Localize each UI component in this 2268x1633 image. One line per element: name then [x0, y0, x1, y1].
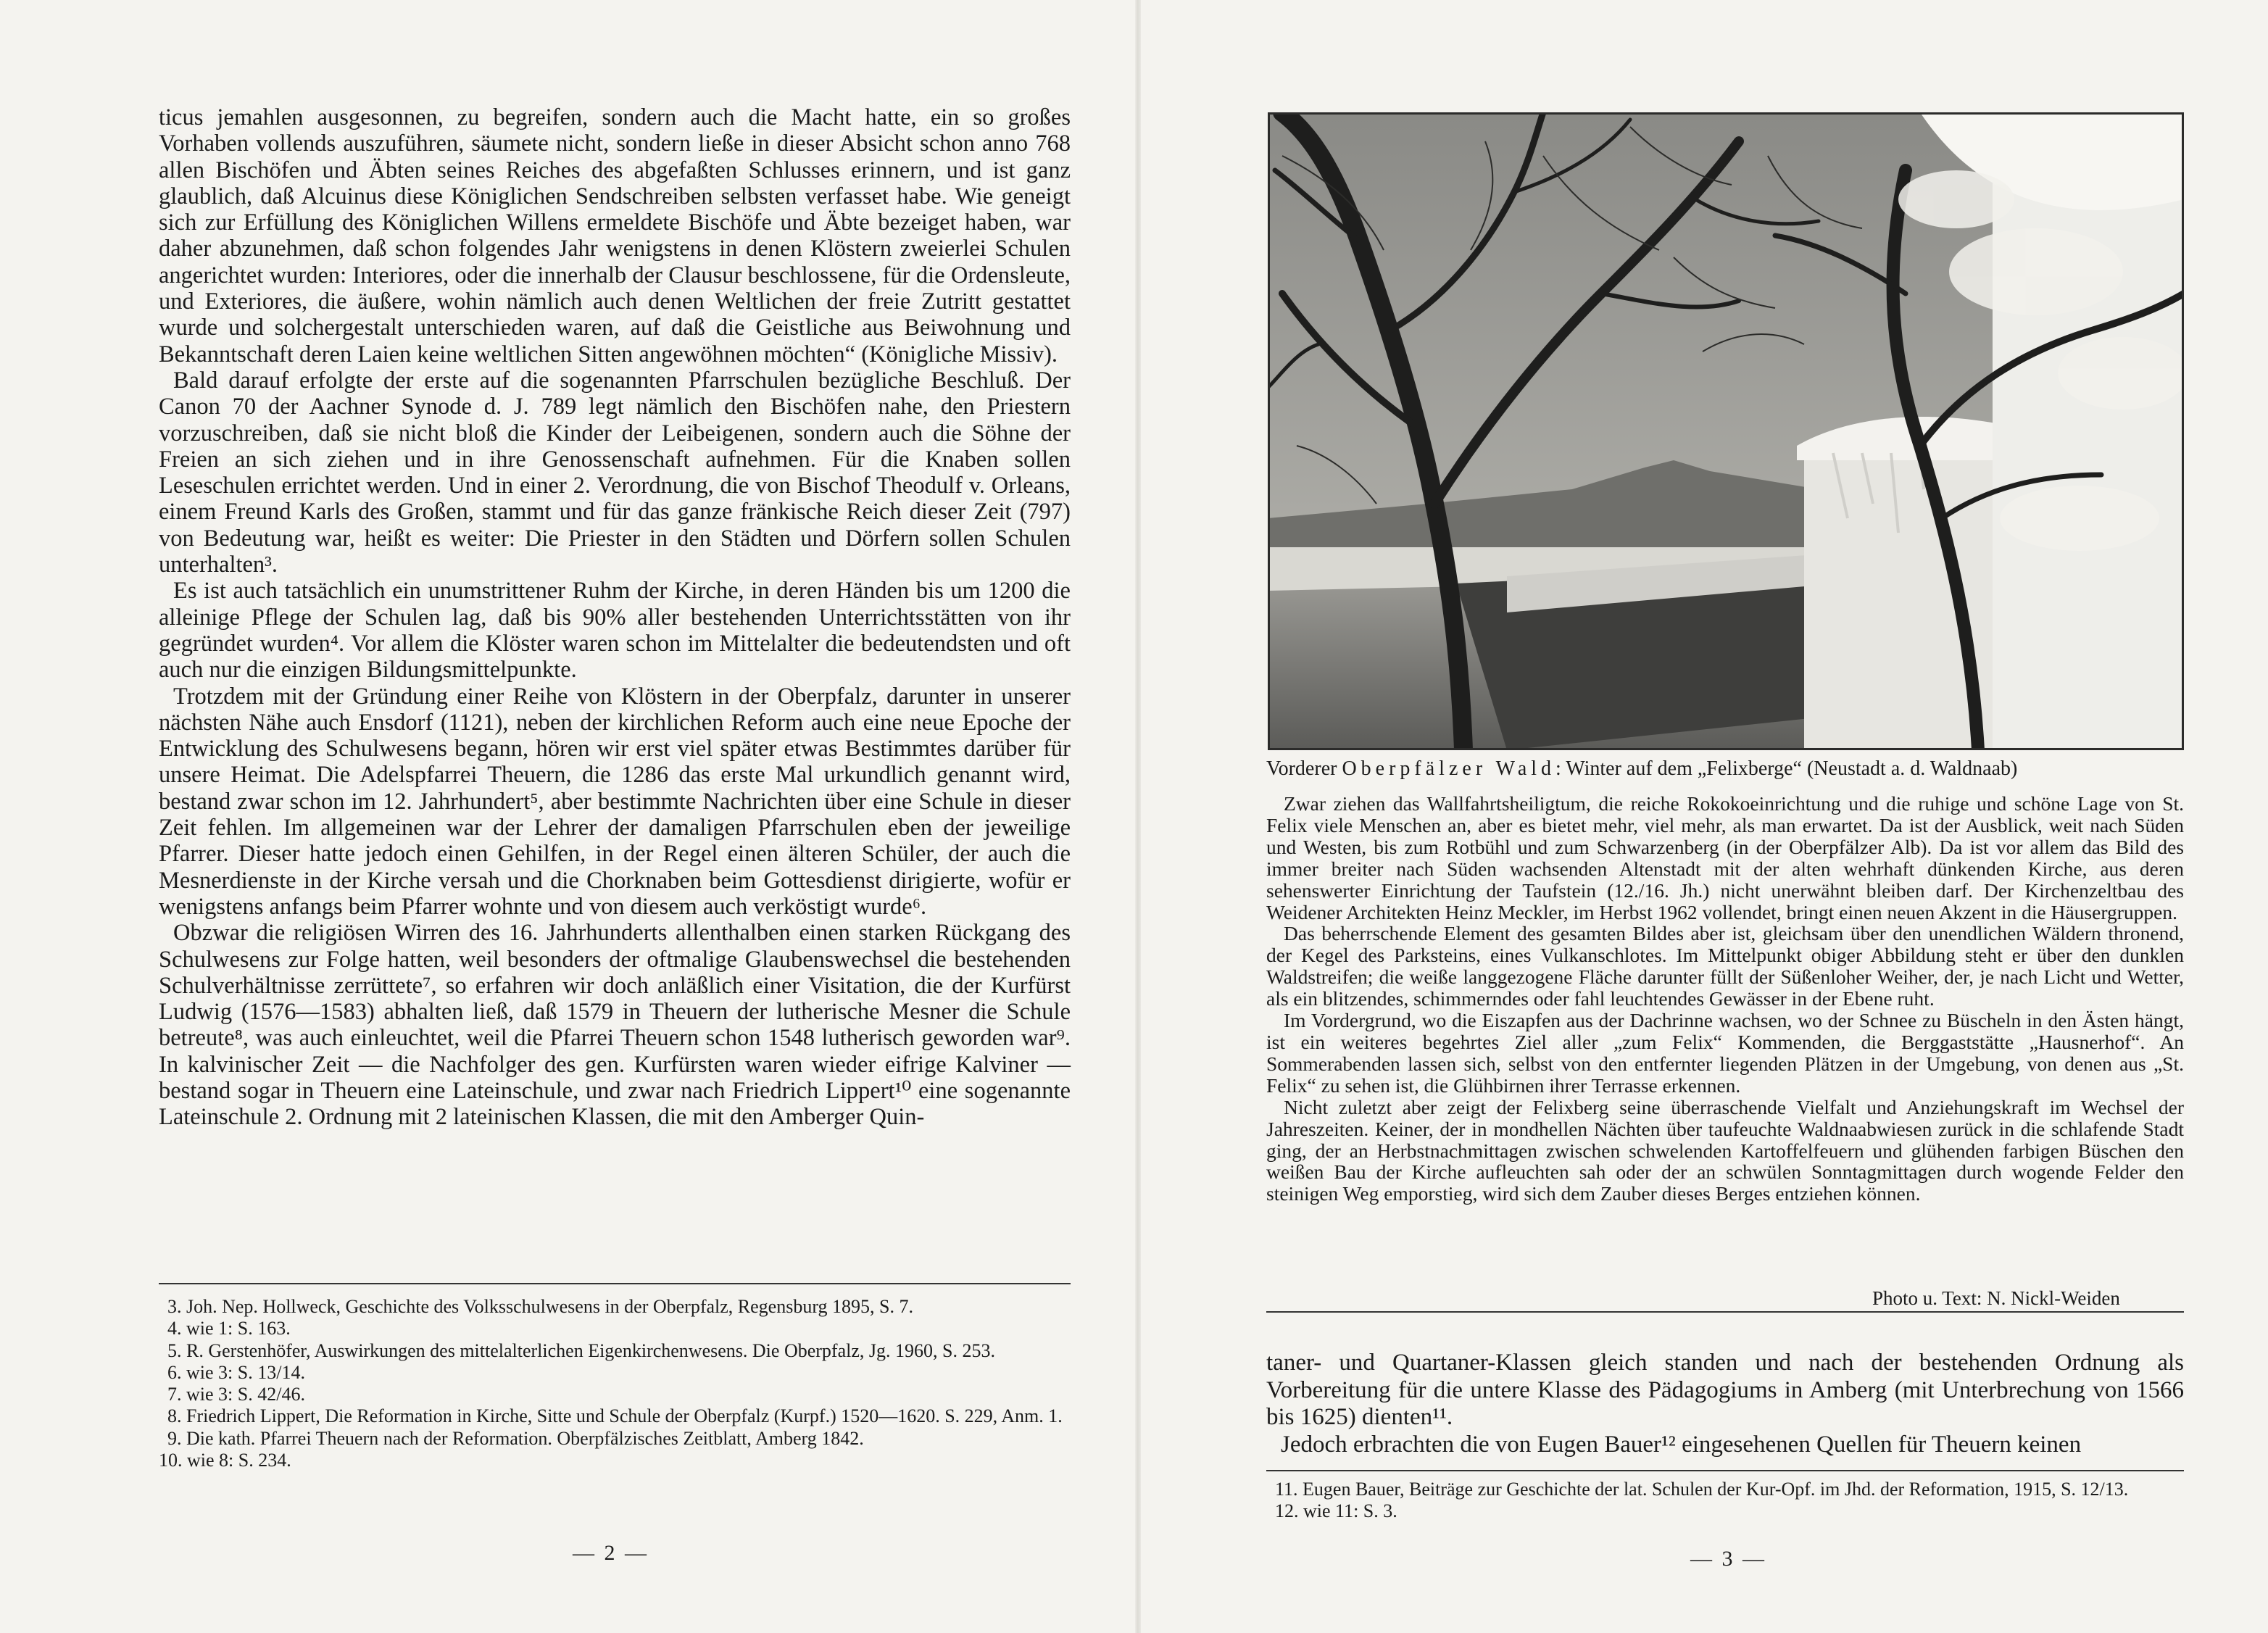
left-footnote-divider	[159, 1283, 1071, 1284]
right-paragraph-2: Jedoch erbrachten die von Eugen Bauer¹² eingesehenen Quellen für Theuern keinen	[1281, 1431, 2082, 1458]
footnote-11: 11. Eugen Bauer, Beiträge zur Geschichte der lat. Schulen der Kur-Opf. im Jhd. der Reformation, 1915, S. 12/13.	[1275, 1479, 2129, 1500]
footnote-5: 5. R. Gerstenhöfer, Auswirkungen des mittelalterlichen Eigenkirchenwesens. Die Oberpfalz, Jg. 1960, S. 253.	[167, 1339, 995, 1361]
caption-region: Oberpfälzer Wald	[1342, 757, 1556, 780]
winter-landscape-photo	[1268, 112, 2184, 750]
left-paragraph-5: Obzwar die religiösen Wirren des 16. Jahrhunderts allenthalben einen starken Rückgang des Schulwesens zur Folge hatten, weil besonders der oftmalige Glaubenswechsel die bestehenden Schulverhältnisse zerrüttete⁷, so erfahren wir doch anläßlich einer Visitation, die der Kurfürst Ludwig (1576—1583) abhalten ließ, daß 1579 in Theuern der lutherische Mesner die Schule betreute⁸, was auch einleuchtet, weil die Pfarrei Theuern schon 1548 lutherisch geworden war⁹. In kalvinischer Zeit — die Nachfolger des gen. Kurfürsten waren wieder eifrige Kalviner — bestand sogar in Theuern eine Lateinschule, und zwar nach Friedrich Lippert¹⁰ eine sogenannte Lateinschule 2. Ordnung mit 2 lateinischen Klassen, die mit den Amberger Quin-	[159, 920, 1071, 1131]
footnote-12: 12. wie 11: S. 3.	[1275, 1500, 1397, 1522]
footnote-9: 9. Die kath. Pfarrei Theuern nach der Reformation. Oberpfälzisches Zeitblatt, Amberg 1842.	[167, 1427, 864, 1449]
description-paragraph-1: Zwar ziehen das Wallfahrtsheiligtum, die reiche Rokokoeinrichtung und die ruhige und schöne Lage von St. Felix viele Menschen an, aber es bietet mehr, viel mehr, als man erwartet. Da ist der Ausblick, weit nach Süden und Westen, bis zum Rotbühl und zum Schwarzenberg (in der Oberpfälzer Alb). Da ist vor allem das Bild des immer breiter nach Süden wachsenden Altenstadt mit der alten wehrhaft dünkenden Kirche, aus deren sehenswerter Einrichtung der Taufstein (12./16. Jh.) nicht unerwähnt bleiben darf. Der Kirchenzeltbau des Weidener Architekten Heinz Meckler, im Herbst 1962 vollendet, bringt einen neuen Akzent in die Häusergruppen.	[1266, 792, 2184, 923]
footnote-4: 4. wie 1: S. 163.	[167, 1318, 291, 1339]
right-footnote-divider	[1266, 1470, 2184, 1471]
left-footnotes	[159, 1296, 1071, 1471]
photo-caption	[1266, 757, 2184, 781]
left-paragraph-3: Es ist auch tatsächlich ein unumstrittener Ruhm der Kirche, in deren Händen bis um 1200 die alleinige Pflege der Schulen lag, daß bis 90% aller bestehenden Unterrichtsstätten von ihr gegründet wurden⁴. Vor allem die Klöster waren schon im Mittelalter die bedeutendsten und oft auch nur die einzigen Bildungsmittelpunkte.	[159, 578, 1071, 683]
right-section-divider	[1266, 1311, 2184, 1313]
right-footnotes	[1266, 1479, 2184, 1523]
left-paragraph-4: Trotzdem mit der Gründung einer Reihe von Klöstern in der Oberpfalz, darunter in unserer nächsten Nähe auch Ensdorf (1121), neben der kirchlichen Reform auch eine neue Epoche der Entwicklung des Schulwesens begann, hören wir erst viel später etwas Bestimmtes darüber für unsere Heimat. Die Adelspfarrei Theuern, die 1286 das erste Mal urkundlich genannt wird, bestand zwar schon im 12. Jahrhundert⁵, aber bestimmte Nachrichten über eine Schule in dieser Zeit fehlen. Im allgemeinen war der Lehrer der damaligen Pfarrschulen eben der jeweilige Pfarrer. Dieser hatte jedoch einen Gehilfen, in der Regel einen älteren Schüler, der auch die Mesnerdienste in der Kirche versah und die Chorknaben beim Gottesdienst dirigierte, wofür er wenigstens anfangs beim Pfarrer wohnte und von diesem auch verköstigt wurde⁶.	[159, 683, 1071, 920]
left-page-number: — 2 —	[573, 1541, 649, 1565]
caption-suffix: : Winter auf dem „Felixberge“ (Neustadt a. d. Waldnaab)	[1555, 757, 2018, 780]
footnote-10: 10. wie 8: S. 234.	[159, 1450, 291, 1471]
description-paragraph-4: Nicht zuletzt aber zeigt der Felixberg seine überraschende Vielfalt und Anziehungskraft im Wechsel der Jahreszeiten. Keiner, der in mondhellen Nächten über taufeuchte Waldnaabwiesen zurück in die schlafende Stadt ging, der an Herbstnachmittagen zwischen schwelenden Kartoffelfeuern und glühenden farbigen Büschen den weißen Bau der Kirche aufleuchten sah oder der an schwülen Sonntagmittagen durch wogende Felder den steinigen Weg emporstieg, wird sich dem Zauber dieses Berges entziehen können.	[1266, 1095, 2184, 1205]
footnote-7: 7. wie 3: S. 42/46.	[167, 1384, 305, 1405]
caption-prefix: Vorderer	[1266, 757, 1337, 780]
right-paragraph-1: taner- und Quartaner-Klassen gleich standen und nach der bestehenden Ordnung als Vorbereitung für die untere Klasse des Pädagogiums in Amberg (mit Unterbrechung von 1566 bis 1625) dienten¹¹.	[1266, 1350, 2184, 1430]
photo-description	[1266, 793, 2184, 1205]
footnote-6: 6. wie 3: S. 13/14.	[167, 1361, 305, 1383]
description-paragraph-2: Das beherrschende Element des gesamten Bildes aber ist, gleichsam über den unendlichen Wäldern thronend, der Kegel des Parksteins, eines Vulkanschlotes. Im Mittelpunkt obiger Abbildung steht er über den dunklen Waldstreifen; die weiße langgezogene Fläche darunter füllt der Süßenloher Weiher, der, je nach Licht und Wetter, als ein blitzendes, schimmerndes oder fahl leuchtendes Gewässer in der Ebene ruht.	[1266, 922, 2184, 1010]
description-paragraph-3: Im Vordergrund, wo die Eiszapfen aus der Dachrinne wachsen, wo der Schnee zu Büscheln in den Ästen hängt, ist ein weiteres begehrtes Ziel aller „zum Felix“ Kommenden, die Berggaststätte „Hausnerhof“. An Sommerabenden lassen sich, selbst von den entfernter liegenden Plätzen in der Umgebung, von denen aus „St. Felix“ zu sehen ist, die Glühbirnen ihrer Terrasse erkennen.	[1266, 1009, 2184, 1097]
right-main-text	[1266, 1350, 2184, 1458]
footnote-8: 8. Friedrich Lippert, Die Reformation in Kirche, Sitte und Schule der Oberpfalz (Kurpf.) 1520—1620. S. 229, Anm. 1.	[167, 1405, 1063, 1427]
right-page-number: — 3 —	[1690, 1547, 1766, 1571]
photo-credit: Photo u. Text: N. Nickl-Weiden	[1872, 1287, 2120, 1309]
left-paragraph-2: Bald darauf erfolgte der erste auf die sogenannten Pfarrschulen bezügliche Beschluß. Der Canon 70 der Aachner Synode d. J. 789 legt nämlich den Bischöfen nahe, den Priestern vorzuschreiben, daß sie nicht bloß die Kinder der Leibeigenen, sondern auch die Söhne der Freien an sich ziehen und in ihre Genossenschaft aufnehmen. Für die Knaben sollen Leseschulen errichtet werden. Und in einer 2. Verordnung, die von Bischof Theodulf v. Orleans, einem Freund Karls des Großen, stammt und für das ganze fränkische Reich dieser Zeit (797) von Bedeutung war, heißt es weiter: Die Priester in den Städten und Dörfern sollen Schulen unterhalten³.	[159, 367, 1071, 578]
left-main-text	[159, 104, 1071, 1131]
footnote-3: 3. Joh. Nep. Hollweck, Geschichte des Volksschulwesens in der Oberpfalz, Regensburg 1895, S. 7.	[167, 1296, 913, 1317]
left-paragraph-1: ticus jemahlen ausgesonnen, zu begreifen, sondern auch die Macht hatte, ein so großes Vorhaben vollends auszuführen, säumete nicht, sondern ließe in dieser Absicht schon anno 768 allen Bischöfen und Äbten seines Reiches des abgefaßten Schlusses erinnern, und ist ganz glaublich, daß Alcuinus diese Königlichen Sendschreiben selbsten verfasset habe. Wie geneigt sich zur Erfüllung des Königlichen Willens ermeldete Bischöfe und Äbte bezeiget haben, war daher abzunehmen, daß schon folgendes Jahr wenigstens in denen Klöstern zweierlei Schulen angerichtet wurden: Interiores, oder die innerhalb der Clausur beschlossene, für die Ordensleute, und Exteriores, die äußere, wohin nämlich auch denen Weltlichen der freie Zutritt gestattet wurde und solchergestalt unterschieden waren, auf daß die Geistliche aus Beiwohnung und Bekanntschaft deren Laien keine weltlichen Sitten angewöhnen möchten“ (Königliche Missiv).	[159, 104, 1071, 367]
